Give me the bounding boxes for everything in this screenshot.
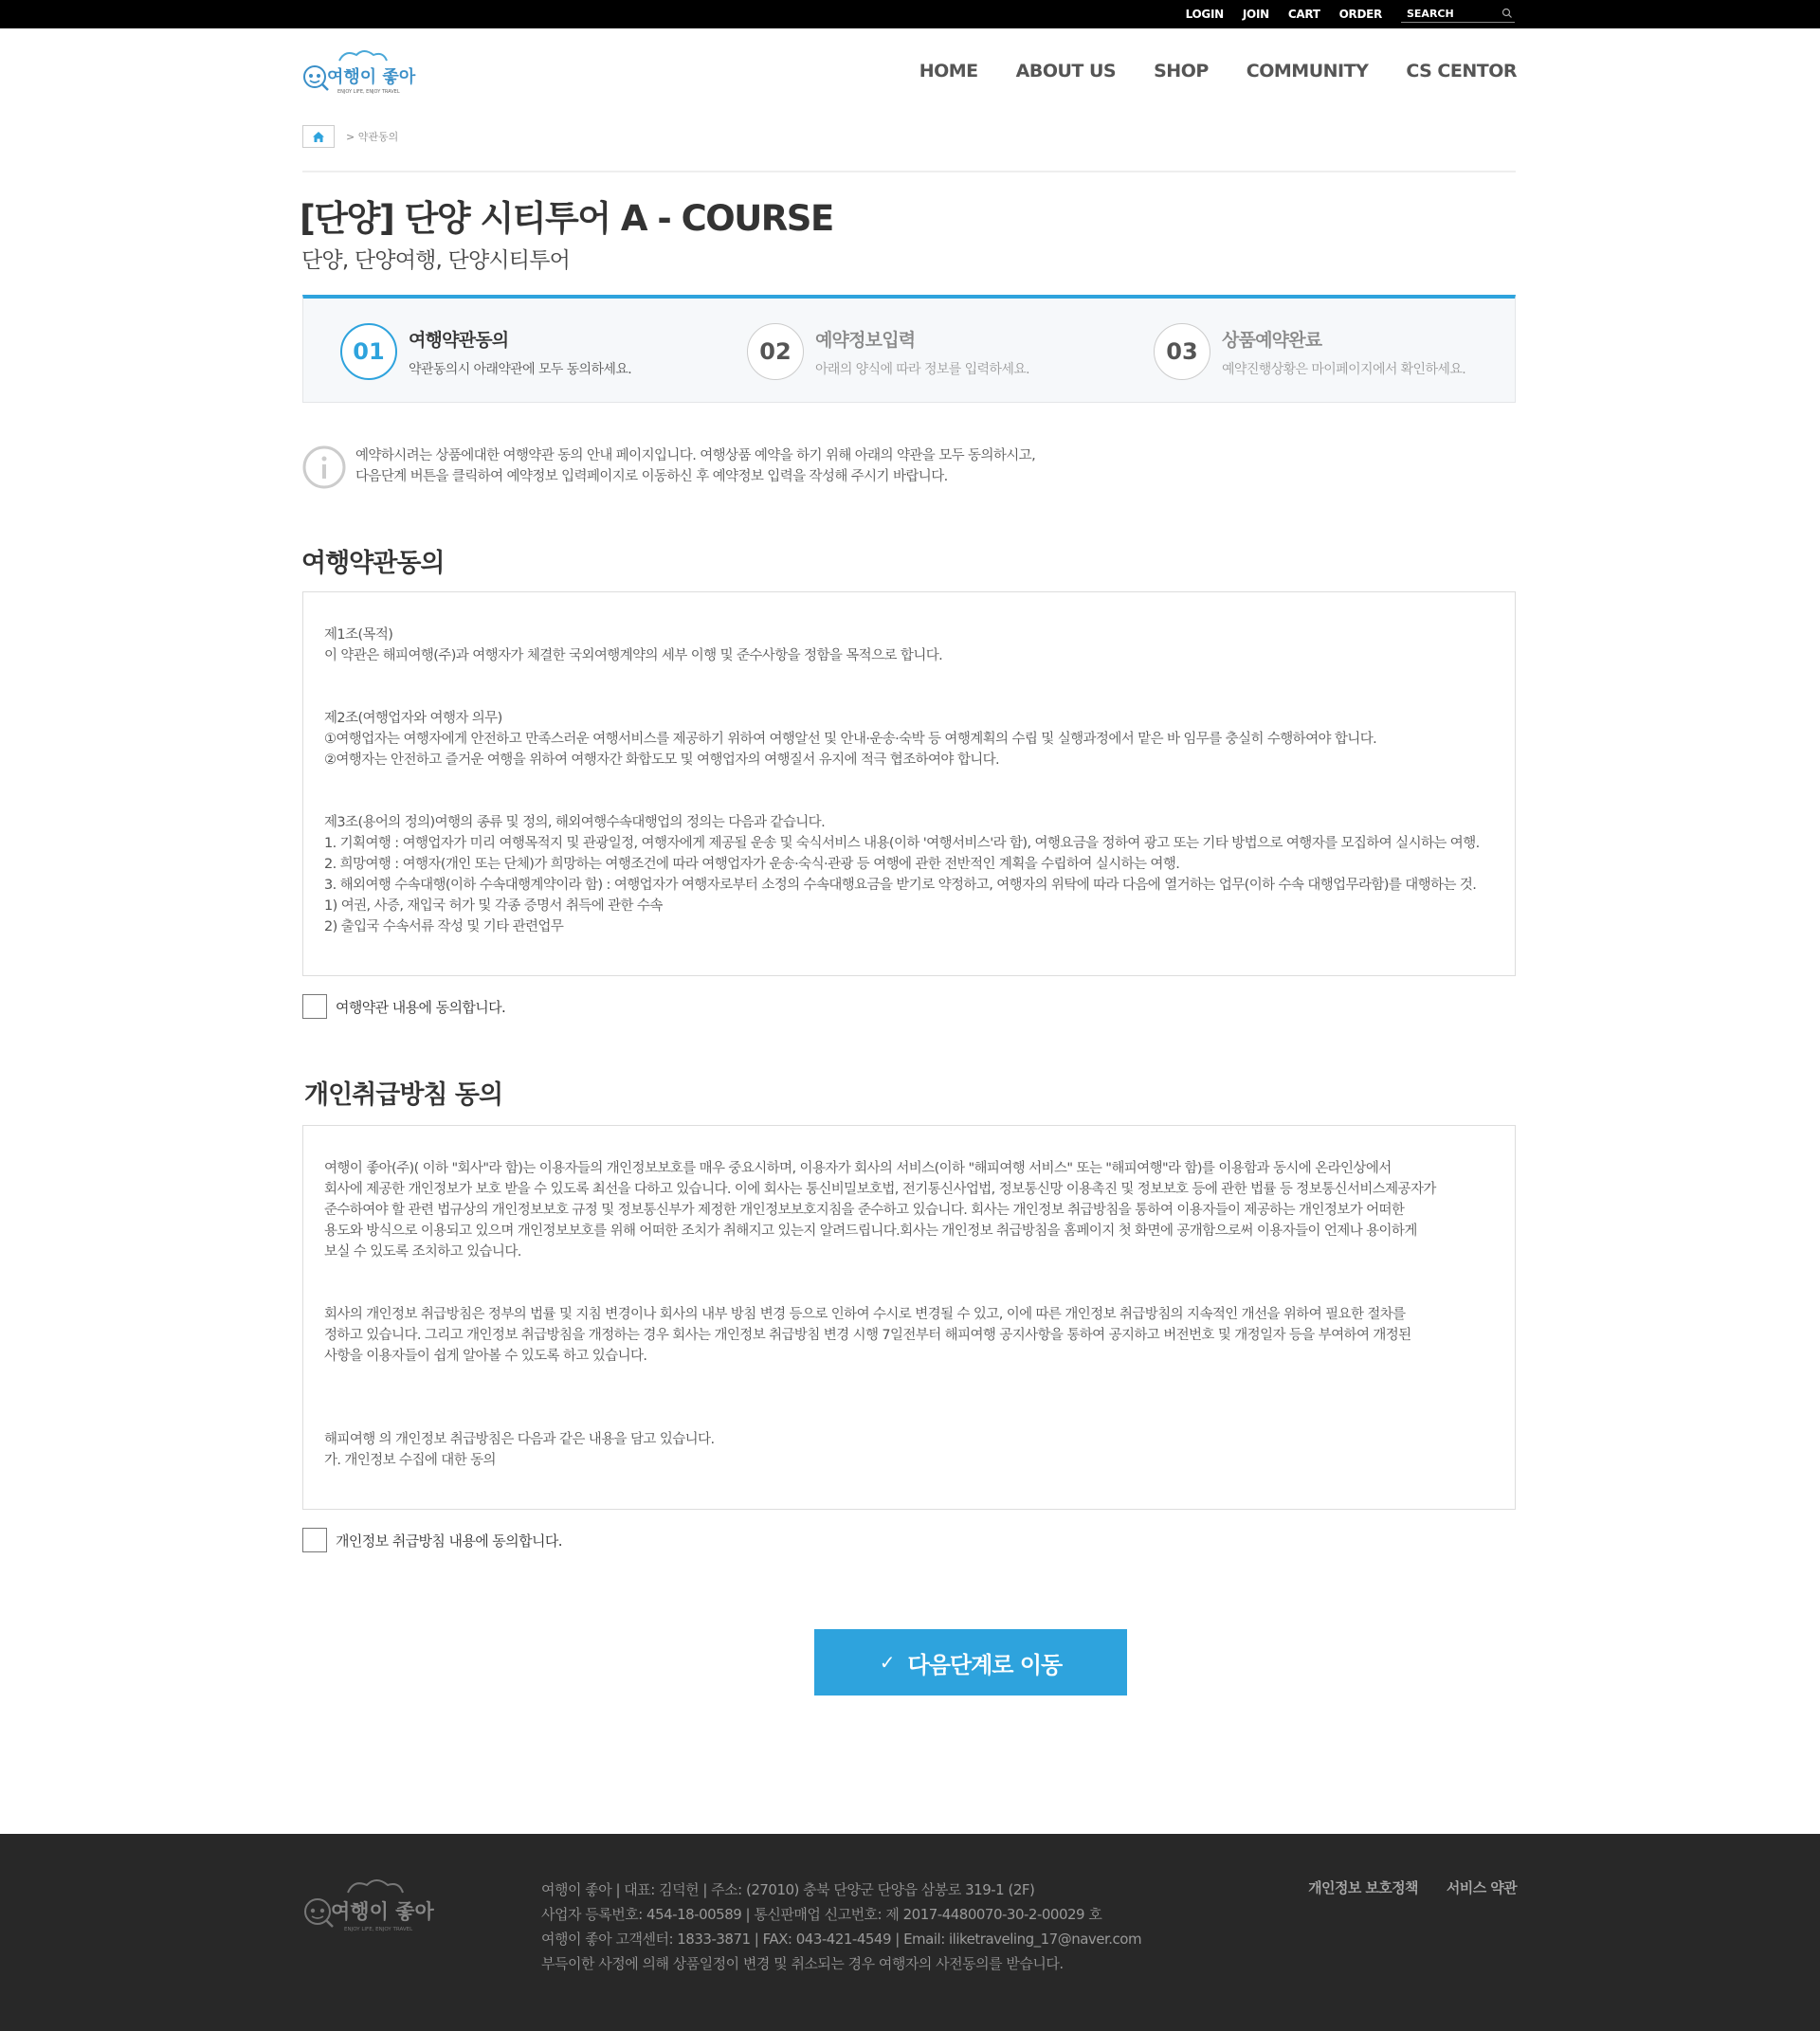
join-link[interactable]: JOIN (1242, 8, 1269, 21)
travel-terms-agree[interactable] (302, 994, 505, 1019)
article-body: 1. 기획여행 : 여행업자가 미리 여행목적지 및 관광일정, 여행자에게 제공될 운송 및 숙식서비스 내용(이하 '여행서비스'라 함), 여행요금을 정하여 광고 또는 기타 방법으로 여행자를 모집하여 실시하는 여행. (324, 836, 1480, 851)
privacy-text: 준수하여야 할 관련 법규상의 개인정보보호 규정 및 정보통신부가 제정한 개인정보보호지침을 준수하고 있습니다. 회사는 개인정보 취급방침을 통하여 이용자들이 제공하는 개인정보가 어떠한 (324, 1203, 1405, 1218)
footer-logo (302, 1876, 450, 1936)
travel-terms-agree-label: 여행약관 내용에 동의합니다. (336, 998, 506, 1016)
info-line: 다음단계 버튼을 클릭하여 예약정보 입력페이지로 이동하신 후 예약정보 입력을 작성해 주시기 바랍니다. (355, 469, 948, 484)
step-title: 여행약관동의 (409, 329, 509, 351)
search-input[interactable] (1401, 8, 1491, 20)
step-number: 01 (340, 323, 397, 380)
step-title: 상품예약완료 (1222, 329, 1322, 351)
main-nav (882, 61, 1517, 82)
footer-links (1280, 1877, 1517, 1897)
booking-steps (302, 295, 1516, 403)
privacy-text: 용도와 방식으로 이용되고 있으며 개인정보보호를 위해 어떠한 조치가 취해지고 있는지 알려드립니다.회사는 개인정보 취급방침을 홈페이지 첫 화면에 공개함으로써 이용자들이 언제나 용이하게 (324, 1224, 1417, 1239)
nav-shop[interactable]: SHOP (1154, 61, 1209, 82)
article-body: 1) 여권, 사증, 재입국 허가 및 각종 증명서 취득에 관한 수속 (324, 898, 663, 914)
article-title: 제3조(용어의 정의)여행의 종류 및 정의, 해외여행수속대행업의 정의는 다음과 같습니다. (324, 815, 826, 830)
privacy-text: 사항을 이용자들이 쉽게 알아볼 수 있도록 하고 있습니다. (324, 1349, 647, 1364)
article-body: 2) 출입국 수속서류 작성 및 기타 관련업무 (324, 919, 564, 934)
privacy-text: 정하고 있습니다. 그리고 개인정보 취급방침을 개정하는 경우 회사는 개인정보 취급방침 변경 시행 7일전부터 해피여행 공지사항을 통하여 공지하고 버전번호 및 개정일자 등을 부여하여 개정된 (324, 1328, 1411, 1343)
site-header (0, 28, 1820, 123)
privacy-text: 여행이 좋아(주)( 이하 "회사"라 함)는 이용자들의 개인정보보호를 매우 중요시하며, 이용자가 회사의 서비스(이하 "해피여행 서비스" 또는 "해피여행"라 함)를 이용함과 동시에 온라인상에서 (324, 1161, 1392, 1176)
step-2 (747, 323, 1029, 380)
step-description: 약관동의시 아래약관에 모두 동의하세요. (409, 361, 632, 377)
privacy-text: 해피여행 의 개인정보 취급방침은 다음과 같은 내용을 담고 있습니다. (324, 1432, 715, 1447)
article-body: 이 약관은 해피여행(주)과 여행자가 체결한 국외여행계약의 세부 이행 및 준수사항을 정함을 목적으로 합니다. (324, 648, 943, 663)
top-utility-bar (0, 0, 1820, 28)
next-step-button[interactable] (814, 1629, 1127, 1696)
article-body: 2. 희망여행 : 여행자(개인 또는 단체)가 희망하는 여행조건에 따라 여행업자가 운송·숙식·관광 등 여행에 관한 전반적인 계획을 수립하여 실시하는 여행. (324, 857, 1180, 872)
privacy-policy-link[interactable]: 개인정보 보호정책 (1308, 1879, 1418, 1896)
product-tags: 단양, 단양여행, 단양시티투어 (301, 248, 571, 273)
utility-links (1167, 0, 1515, 28)
login-link[interactable]: LOGIN (1185, 8, 1224, 21)
article-body: 3. 해외여행 수속대행(이하 수속대행계약이라 함) : 여행업자가 여행자로부터 소정의 수속대행요금을 받기로 약정하고, 여행자의 위탁에 따라 다음에 열거하는 업무(이하 수속 대행업무라함)를 대행하는 것. (324, 878, 1477, 893)
step-title: 예약정보입력 (815, 329, 916, 351)
order-link[interactable]: ORDER (1338, 8, 1382, 21)
privacy-text: 가. 개인정보 수집에 대한 동의 (324, 1453, 496, 1468)
nav-community[interactable]: COMMUNITY (1246, 61, 1369, 82)
site-footer (0, 1834, 1820, 2031)
breadcrumb-home-button[interactable] (302, 125, 335, 148)
article-title: 제1조(목적) (324, 627, 393, 643)
step-number: 02 (747, 323, 804, 380)
search-box (1401, 6, 1515, 23)
divider (302, 171, 1516, 172)
privacy-text: 보실 수 있도록 조치하고 있습니다. (324, 1244, 521, 1260)
article-body: ①여행업자는 여행자에게 안전하고 만족스러운 여행서비스를 제공하기 위하여 여행알선 및 안내·운송·숙박 등 여행계획의 수립 및 실행과정에서 맡은 바 임무를 충실히 수행하여야 합니다. (324, 732, 1377, 747)
info-icon (302, 445, 346, 489)
info-line: 예약하시려는 상품에대한 여행약관 동의 안내 페이지입니다. 여행상품 예약을 하기 위해 아래의 약관을 모두 동의하시고, (355, 448, 1036, 463)
nav-about-us[interactable]: ABOUT US (1015, 61, 1117, 82)
home-icon (313, 132, 324, 142)
article-body: ②여행자는 안전하고 즐거운 여행을 위하여 여행자간 화합도모 및 여행업자의 여행질서 유지에 적극 협조하여야 합니다. (324, 753, 1000, 768)
privacy-text: 회사의 개인정보 취급방침은 정부의 법률 및 지침 변경이나 회사의 내부 방침 변경 등으로 인하여 수시로 변경될 수 있고, 이에 따른 개인정보 취급방침의 지속적인 개선을 위하여 필요한 절차를 (324, 1307, 1406, 1322)
company-info-line: 사업자 등록번호: 454-18-00589 | 통신판매업 신고번호: 제 2017-4480070-30-2-00029 호 (541, 1906, 1102, 1923)
logo-tagline: ENJOY LIFE, ENJOY TRAVEL (337, 89, 400, 95)
article-title: 제2조(여행업자와 여행자 의무) (324, 711, 502, 726)
company-info-line: 부득이한 사정에 의해 상품일정이 변경 및 취소되는 경우 여행자의 사전동의를 받습니다. (541, 1955, 1064, 1972)
logo-text: 여행이 좋아 (327, 67, 416, 87)
step-3 (1154, 323, 1465, 380)
footer-logo-tagline: ENJOY LIFE, ENJOY TRAVEL (344, 1927, 413, 1932)
privacy-terms-box[interactable] (302, 1125, 1516, 1510)
breadcrumb (302, 125, 398, 148)
step-description: 아래의 양식에 따라 정보를 입력하세요. (815, 361, 1030, 377)
next-step-label: 다음단계로 이동 (907, 1651, 1063, 1678)
privacy-agree-label: 개인정보 취급방침 내용에 동의합니다. (336, 1532, 562, 1550)
company-info-line: 여행이 좋아 고객센터: 1833-3871 | FAX: 043-421-4549 | Email: iliketraveling_17@naver.com (541, 1931, 1142, 1948)
site-logo[interactable] (301, 47, 428, 97)
privacy-text: 회사에 제공한 개인정보가 보호 받을 수 있도록 최선을 다하고 있습니다. 이에 회사는 통신비밀보호법, 전기통신사업법, 정보통신망 이용촉진 및 정보보호 등에 관한 법률 등 정보통신서비스제공자가 (324, 1182, 1436, 1197)
search-icon[interactable] (1502, 8, 1513, 19)
step-description: 예약진행상황은 마이페이지에서 확인하세요. (1222, 361, 1466, 377)
breadcrumb-current: > 약관동의 (346, 131, 399, 143)
step-number: 03 (1154, 323, 1210, 380)
info-notice (302, 445, 1035, 489)
check-icon: ✓ (879, 1651, 895, 1674)
cart-link[interactable]: CART (1287, 8, 1320, 21)
privacy-checkbox[interactable] (302, 1528, 327, 1552)
travel-terms-checkbox[interactable] (302, 994, 327, 1019)
company-info (541, 1877, 1141, 1976)
travel-terms-box[interactable] (302, 591, 1516, 976)
company-info-line: 여행이 좋아 | 대표: 김덕헌 | 주소: (27010) 충북 단양군 단양읍 삼봉로 319-1 (2F) (541, 1881, 1035, 1898)
step-1 (340, 323, 631, 380)
nav-cs-center[interactable]: CS CENTOR (1406, 61, 1517, 82)
travel-terms-heading: 여행약관동의 (301, 549, 445, 578)
footer-logo-text: 여행이 좋아 (331, 1900, 434, 1923)
product-title: [단양] 단양 시티투어 A - COURSE (300, 198, 833, 239)
privacy-agree[interactable] (302, 1528, 562, 1552)
nav-home[interactable]: HOME (919, 61, 978, 82)
privacy-heading: 개인취급방침 동의 (304, 1080, 503, 1110)
terms-of-service-link[interactable]: 서비스 약관 (1446, 1879, 1517, 1896)
